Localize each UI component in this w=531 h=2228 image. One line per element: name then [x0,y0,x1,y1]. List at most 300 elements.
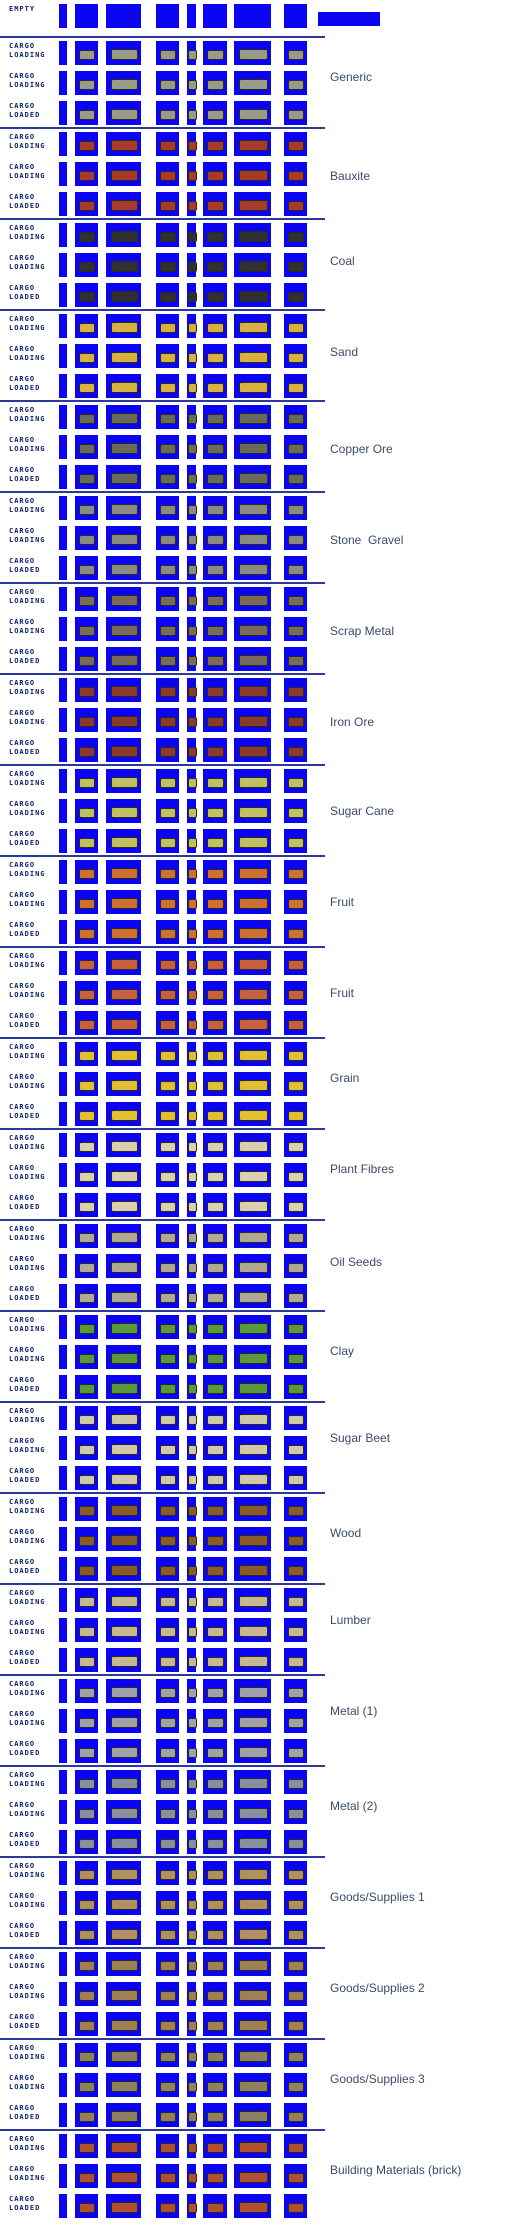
wagon-sprite [239,1747,268,1758]
wagon-sprite [188,201,197,211]
wagon-sprite [188,50,197,60]
wagon-sprite [207,2021,224,2031]
wagon-sprite [188,990,197,1000]
wagon-sprite [160,1020,176,1030]
sprite-cell [59,708,67,732]
wagon-sprite [207,323,224,333]
sprite-cell [59,1557,67,1581]
wagon-sprite [239,1505,268,1516]
wagon-sprite [111,261,138,272]
row-label: CARGO LOADING [9,345,46,362]
wagon-sprite [160,1930,176,1940]
wagon-sprite [79,565,95,575]
sprite-cell [59,71,67,95]
wagon-sprite [188,2112,197,2122]
wagon-sprite [207,1900,224,1910]
sprite-cell [59,435,67,459]
wagon-sprite [188,838,197,848]
sprite-cell [59,2073,67,2097]
wagon-sprite [207,838,224,848]
wagon-sprite [111,1565,138,1576]
wagon-sprite [288,414,304,424]
sprite-cell [106,4,141,28]
wagon-sprite [111,1232,138,1243]
wagon-sprite [288,2203,304,2213]
sprite-cell [59,1011,67,1035]
wagon-sprite [160,1839,176,1849]
group-separator [0,855,325,857]
wagon-sprite [79,1233,95,1243]
wagon-sprite [288,1839,304,1849]
wagon-sprite [288,687,304,697]
wagon-sprite [188,1839,197,1849]
wagon-sprite [111,2202,138,2213]
wagon-sprite [79,1566,95,1576]
wagon-sprite [288,1172,304,1182]
cargo-row-loading [0,797,320,825]
row-label: CARGO LOADING [9,770,46,787]
row-label: CARGO LOADING [9,861,46,878]
cargo-row-loading [0,1950,320,1978]
row-label: CARGO LOADING [9,1407,46,1424]
cargo-group-label: Bauxite [330,169,371,183]
wagon-sprite [188,1930,197,1940]
wagon-sprite [207,1202,224,1212]
group-separator [0,673,325,675]
wagon-sprite [111,1353,138,1364]
wagon-sprite [79,1020,95,1030]
cargo-row-loaded [0,1191,320,1219]
cargo-row-loading [0,676,320,704]
wagon-sprite [288,1415,304,1425]
wagon-sprite [288,383,304,393]
wagon-sprite [288,808,304,818]
wagon-sprite [207,2052,224,2062]
cargo-row-loaded [0,827,320,855]
wagon-sprite [160,1111,176,1121]
sprite-cell [59,1375,67,1399]
wagon-sprite [79,1809,95,1819]
wagon-sprite [160,1384,176,1394]
wagon-sprite [160,1293,176,1303]
wagon-sprite [79,1688,95,1698]
cargo-row-loading [0,1980,320,2008]
wagon-sprite [160,1657,176,1667]
row-label: CARGO LOADING [9,1771,46,1788]
row-label: CARGO LOADED [9,1740,41,1757]
wagon-sprite [288,505,304,515]
wagon-sprite [111,1869,138,1880]
wagon-sprite [160,353,176,363]
wagon-sprite [111,807,138,818]
wagon-sprite [207,535,224,545]
wagon-sprite [79,626,95,636]
wagon-sprite [239,1869,268,1880]
wagon-sprite [111,382,138,393]
wagon-sprite [207,2112,224,2122]
wagon-sprite [160,2052,176,2062]
sprite-cell [59,1830,67,1854]
wagon-sprite [239,2111,268,2122]
wagon-sprite [79,474,95,484]
row-label: CARGO LOADING [9,2074,46,2091]
cargo-row-loading [0,1798,320,1826]
wagon-sprite [239,1201,268,1212]
wagon-sprite [188,1475,197,1485]
sprite-cell [59,1679,67,1703]
wagon-sprite [160,687,176,697]
group-separator [0,764,325,766]
wagon-sprite [288,323,304,333]
wagon-sprite [239,291,268,302]
row-label: CARGO LOADED [9,2104,41,2121]
wagon-sprite [111,2020,138,2031]
wagon-sprite [111,2172,138,2183]
row-label: CARGO LOADING [9,527,46,544]
wagon-sprite [288,201,304,211]
wagon-sprite [111,140,138,151]
wagon-sprite [188,1688,197,1698]
wagon-sprite [207,1142,224,1152]
wagon-sprite [79,687,95,697]
wagon-sprite [111,686,138,697]
wagon-sprite [111,655,138,666]
wagon-sprite [188,383,197,393]
wagon-sprite [160,50,176,60]
wagon-sprite [188,1293,197,1303]
wagon-sprite [79,869,95,879]
wagon-sprite [79,110,95,120]
wagon-sprite [207,869,224,879]
wagon-sprite [188,2143,197,2153]
sprite-cell [187,4,196,28]
wagon-sprite [239,2081,268,2092]
wagon-sprite [288,1930,304,1940]
wagon-sprite [111,2081,138,2092]
wagon-sprite [288,535,304,545]
wagon-sprite [207,1081,224,1091]
cargo-group-label: Coal [330,254,355,268]
wagon-sprite [111,989,138,1000]
wagon-sprite [111,1899,138,1910]
cargo-row-loaded [0,463,320,491]
wagon-sprite [111,746,138,757]
cargo-row-loading [0,39,320,67]
row-label: CARGO LOADED [9,1649,41,1666]
wagon-sprite [207,626,224,636]
wagon-sprite [188,929,197,939]
sprite-cell [59,162,67,186]
wagon-sprite [288,717,304,727]
wagon-sprite [188,1809,197,1819]
wagon-sprite [239,1596,268,1607]
cargo-group-label: Grain [330,1071,360,1085]
wagon-sprite [239,1808,268,1819]
row-label: CARGO LOADING [9,588,46,605]
wagon-sprite [188,778,197,788]
wagon-sprite [160,1081,176,1091]
wagon-sprite [79,1142,95,1152]
sprite-cell [59,314,67,338]
wagon-sprite [160,141,176,151]
wagon-sprite [160,1809,176,1819]
wagon-sprite [188,1991,197,2001]
wagon-sprite [160,838,176,848]
wagon-sprite [239,1414,268,1425]
wagon-sprite [288,778,304,788]
wagon-sprite [207,80,224,90]
sprite-cell [59,101,67,125]
wagon-sprite [239,564,268,575]
wagon-sprite [160,626,176,636]
wagon-sprite [207,1870,224,1880]
wagon-sprite [239,170,268,181]
wagon-sprite [111,1596,138,1607]
wagon-sprite [239,413,268,424]
wagon-sprite [188,747,197,757]
cargo-group-label: Fruit [330,895,354,909]
wagon-sprite [188,869,197,879]
wagon-sprite [207,141,224,151]
wagon-sprite [207,687,224,697]
wagon-sprite [239,534,268,545]
wagon-sprite [207,262,224,272]
sprite-cell [59,981,67,1005]
sprite-cell [59,1193,67,1217]
wagon-sprite [79,1415,95,1425]
group-separator [0,2129,325,2131]
wagon-sprite [79,1506,95,1516]
wagon-sprite [79,929,95,939]
sprite-cell [59,2194,67,2218]
row-label: CARGO LOADING [9,618,46,635]
sprite-cell [203,4,227,28]
wagon-sprite [111,1050,138,1061]
cargo-group-label: Metal (1) [330,1704,378,1718]
row-label: CARGO LOADED [9,466,41,483]
wagon-sprite [188,2052,197,2062]
wagon-sprite [111,1505,138,1516]
sprite-cell [59,738,67,762]
sprite-cell [59,1163,67,1187]
wagon-sprite [79,1051,95,1061]
wagon-sprite [288,1445,304,1455]
wagon-sprite [188,1961,197,1971]
row-label: CARGO LOADING [9,891,46,908]
wagon-sprite [239,2202,268,2213]
group-separator [0,1765,325,1767]
row-label: CARGO LOADING [9,2135,46,2152]
wagon-sprite [207,960,224,970]
wagon-sprite [79,596,95,606]
sprite-cell [59,374,67,398]
group-separator [0,400,325,402]
wagon-sprite [288,2112,304,2122]
wagon-sprite [207,444,224,454]
cargo-row-loading [0,1161,320,1189]
cargo-row-loading [0,858,320,886]
sprite-cell [59,1982,67,2006]
wagon-sprite [288,1202,304,1212]
wagon-sprite [160,1354,176,1364]
wagon-sprite [239,79,268,90]
cargo-group-label: Goods/Supplies 1 [330,1890,425,1904]
cargo-row-loading [0,1677,320,1705]
group-separator [0,1492,325,1494]
wagon-sprite [239,868,268,879]
cargo-row-loaded [0,1919,320,1947]
wagon-sprite [160,1566,176,1576]
wagon-sprite [160,110,176,120]
sprite-cell [59,1891,67,1915]
wagon-sprite [160,2082,176,2092]
row-label: CARGO LOADING [9,982,46,999]
wagon-sprite [160,1142,176,1152]
row-label: CARGO LOADED [9,1467,41,1484]
wagon-sprite [188,899,197,909]
wagon-sprite [160,869,176,879]
wagon-sprite [160,2021,176,2031]
wagon-sprite [160,414,176,424]
wagon-sprite [160,778,176,788]
sprite-cell [59,283,67,307]
wagon-sprite [111,534,138,545]
cargo-row-loaded [0,1100,320,1128]
wagon-sprite [207,1445,224,1455]
wagon-sprite [111,2051,138,2062]
sprite-cell [59,920,67,944]
group-separator [0,1856,325,1858]
wagon-sprite [239,1171,268,1182]
cargo-row-loaded [0,1828,320,1856]
wagon-sprite [188,1202,197,1212]
wagon-sprite [188,414,197,424]
wagon-sprite [207,1748,224,1758]
row-label: CARGO LOADING [9,1316,46,1333]
cargo-group-label: Scrap Metal [330,624,395,638]
wagon-sprite [188,1445,197,1455]
wagon-sprite [188,1384,197,1394]
wagon-sprite [288,1748,304,1758]
wagon-sprite [239,807,268,818]
wagon-sprite [288,232,304,242]
wagon-sprite [160,2203,176,2213]
wagon-sprite [239,382,268,393]
cargo-row-loading [0,2132,320,2160]
sprite-cell [59,1315,67,1339]
sprite-cell [59,405,67,429]
wagon-sprite [288,171,304,181]
row-label: CARGO LOADING [9,42,46,59]
cargo-row-loaded [0,554,320,582]
wagon-sprite [111,564,138,575]
cargo-row-loading [0,949,320,977]
row-label: CARGO LOADED [9,1376,41,1393]
row-label: CARGO LOADED [9,102,41,119]
cargo-row-loading [0,494,320,522]
row-label: CARGO LOADING [9,1164,46,1181]
wagon-sprite [111,1414,138,1425]
sprite-cell [59,799,67,823]
wagon-sprite [239,837,268,848]
wagon-sprite [188,1718,197,1728]
sprite-cell [59,587,67,611]
wagon-sprite [207,2173,224,2183]
wagon-sprite [111,1474,138,1485]
wagon-sprite [111,413,138,424]
wagon-sprite [188,1566,197,1576]
wagon-sprite [79,141,95,151]
wagon-sprite [239,1778,268,1789]
sprite-cell [59,1133,67,1157]
wagon-sprite [288,1051,304,1061]
cargo-row-loading [0,1070,320,1098]
cargo-row-loading [0,1586,320,1614]
wagon-sprite [239,1565,268,1576]
wagon-sprite [111,1778,138,1789]
wagon-sprite [288,1870,304,1880]
wagon-sprite [207,50,224,60]
wagon-sprite [111,1323,138,1334]
row-label: CARGO LOADING [9,1862,46,1879]
wagon-sprite [288,80,304,90]
wagon-sprite [239,1232,268,1243]
sprite-cell [59,1588,67,1612]
wagon-sprite [188,808,197,818]
cargo-row-loading [0,433,320,461]
wagon-sprite [207,201,224,211]
wagon-sprite [207,1536,224,1546]
cargo-row-loaded [0,1373,320,1401]
wagon-sprite [239,1292,268,1303]
wagon-sprite [160,747,176,757]
wagon-sprite [111,868,138,879]
wagon-sprite [160,1233,176,1243]
sprite-cell [59,1770,67,1794]
cargo-row-loaded [0,190,320,218]
row-label: CARGO LOADING [9,1680,46,1697]
wagon-sprite [79,1384,95,1394]
row-label: CARGO LOADED [9,375,41,392]
wagon-sprite [160,1870,176,1880]
wagon-sprite [79,444,95,454]
wagon-sprite [79,2021,95,2031]
wagon-sprite [160,1779,176,1789]
wagon-sprite [239,1383,268,1394]
row-label: CARGO LOADING [9,72,46,89]
wagon-sprite [188,80,197,90]
cargo-row-loaded [0,1282,320,1310]
wagon-sprite [188,353,197,363]
cargo-row-loading [0,979,320,1007]
wagon-sprite [111,1838,138,1849]
wagon-sprite [79,808,95,818]
wagon-sprite [239,655,268,666]
row-label: CARGO LOADING [9,1892,46,1909]
sprite-cell [59,1345,67,1369]
wagon-sprite [111,959,138,970]
cargo-row-loaded [0,2010,320,2038]
wagon-sprite [207,1020,224,1030]
wagon-sprite [188,1051,197,1061]
wagon-sprite [79,2143,95,2153]
wagon-sprite [160,1202,176,1212]
wagon-sprite [207,1384,224,1394]
sprite-cell [59,2103,67,2127]
cargo-group-label: Sand [330,345,359,359]
wagon-sprite [188,687,197,697]
sprite-cell [59,617,67,641]
